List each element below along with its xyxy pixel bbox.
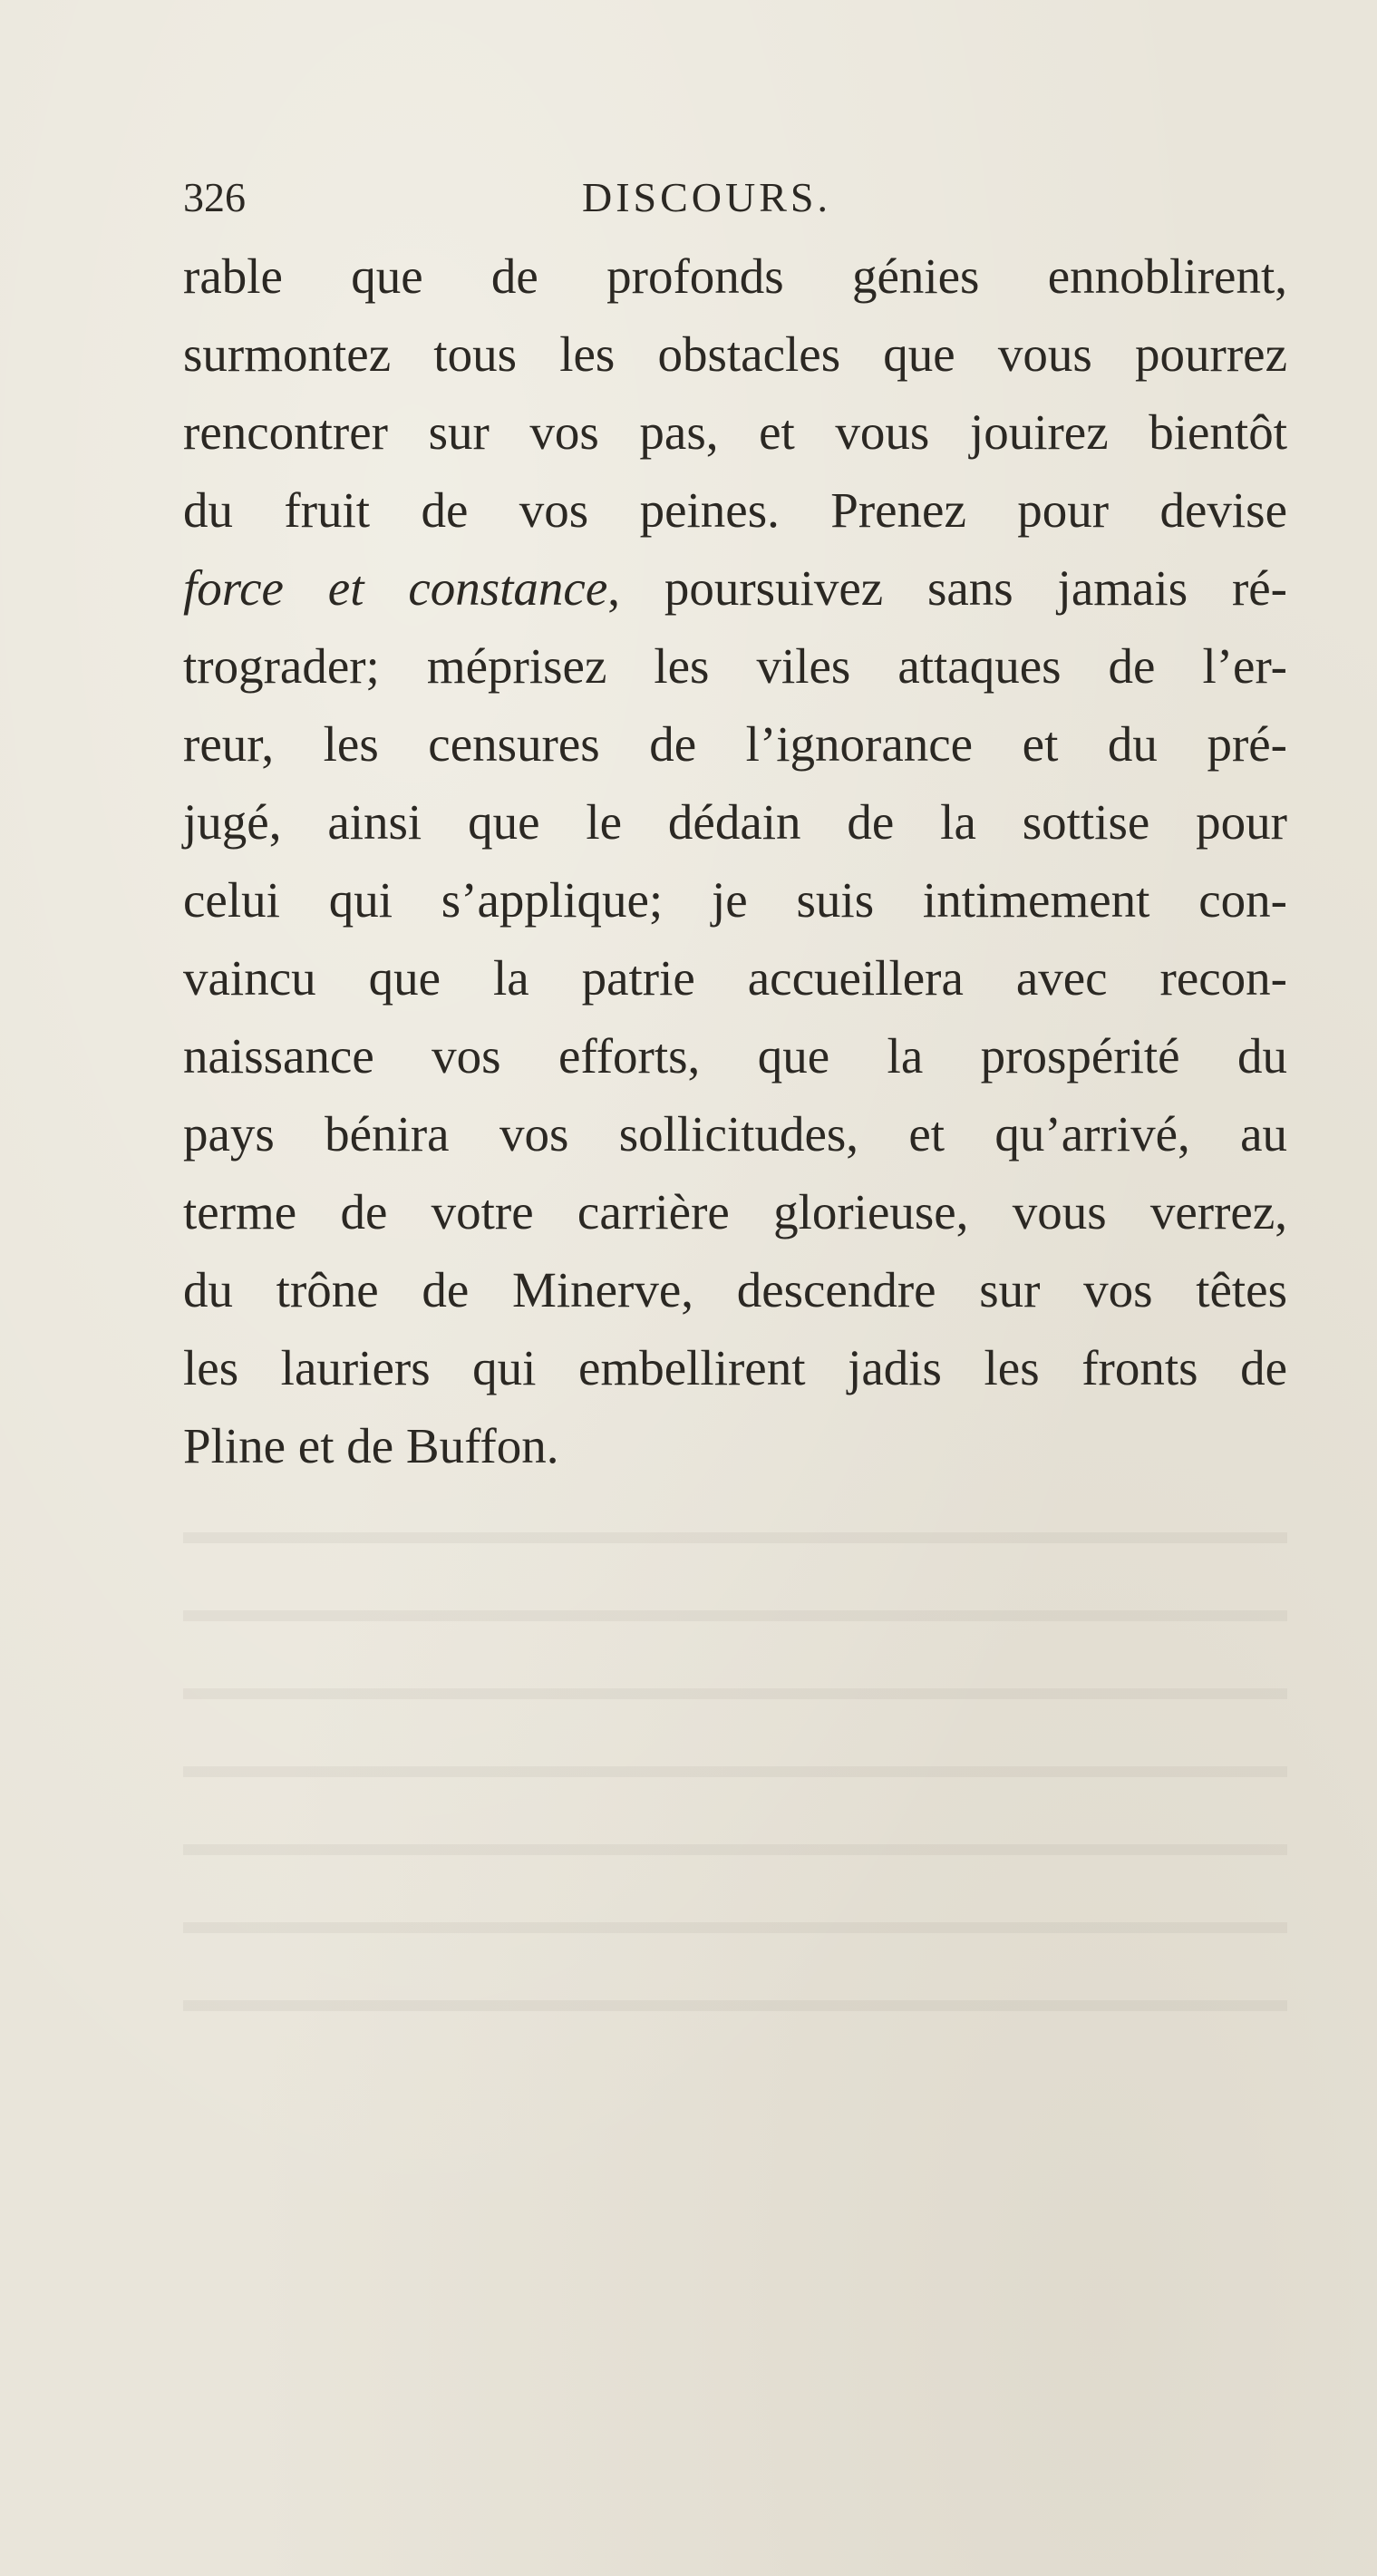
text-line: du fruit de vos peines. Prenez pour devise <box>183 482 1287 538</box>
text-line: celui qui s’applique; je suis intimement con- <box>183 872 1287 928</box>
text-line: rencontrer sur vos pas, et vous jouirez bientôt <box>183 404 1287 460</box>
page-header <box>183 170 1289 225</box>
text-line: reur, les censures de l’ignorance et du pré- <box>183 716 1287 772</box>
text-line: pays bénira vos sollicitudes, et qu’arrivé, au <box>183 1106 1287 1162</box>
text-line: vaincu que la patrie accueillera avec recon- <box>183 950 1287 1006</box>
page-number: 326 <box>183 174 246 220</box>
text-line-final: Pline et de Buffon. <box>183 1418 559 1473</box>
text-line: les lauriers qui embellirent jadis les fronts de <box>183 1340 1287 1395</box>
text-line: jugé, ainsi que le dédain de la sottise pour <box>183 794 1287 850</box>
reverse-page-show-through <box>183 1487 1287 2031</box>
body-text <box>183 238 1287 1485</box>
text-line: terme de votre carrière glorieuse, vous verrez, <box>183 1184 1287 1239</box>
text-line: rable que de profonds génies ennoblirent, <box>183 248 1287 304</box>
running-head: DISCOURS. <box>582 174 832 220</box>
text-line <box>183 549 1287 627</box>
text-line: du trône de Minerve, descendre sur vos têtes <box>183 1262 1287 1317</box>
text-line-continuation: , poursuivez sans jamais ré- <box>607 560 1287 616</box>
text-line: trograder; méprisez les viles attaques de l’er- <box>183 638 1287 694</box>
italic-motto: force et constance <box>183 560 608 616</box>
text-line: surmontez tous les obstacles que vous pourrez <box>183 326 1287 382</box>
text-line: naissance vos efforts, que la prospérité du <box>183 1028 1287 1084</box>
